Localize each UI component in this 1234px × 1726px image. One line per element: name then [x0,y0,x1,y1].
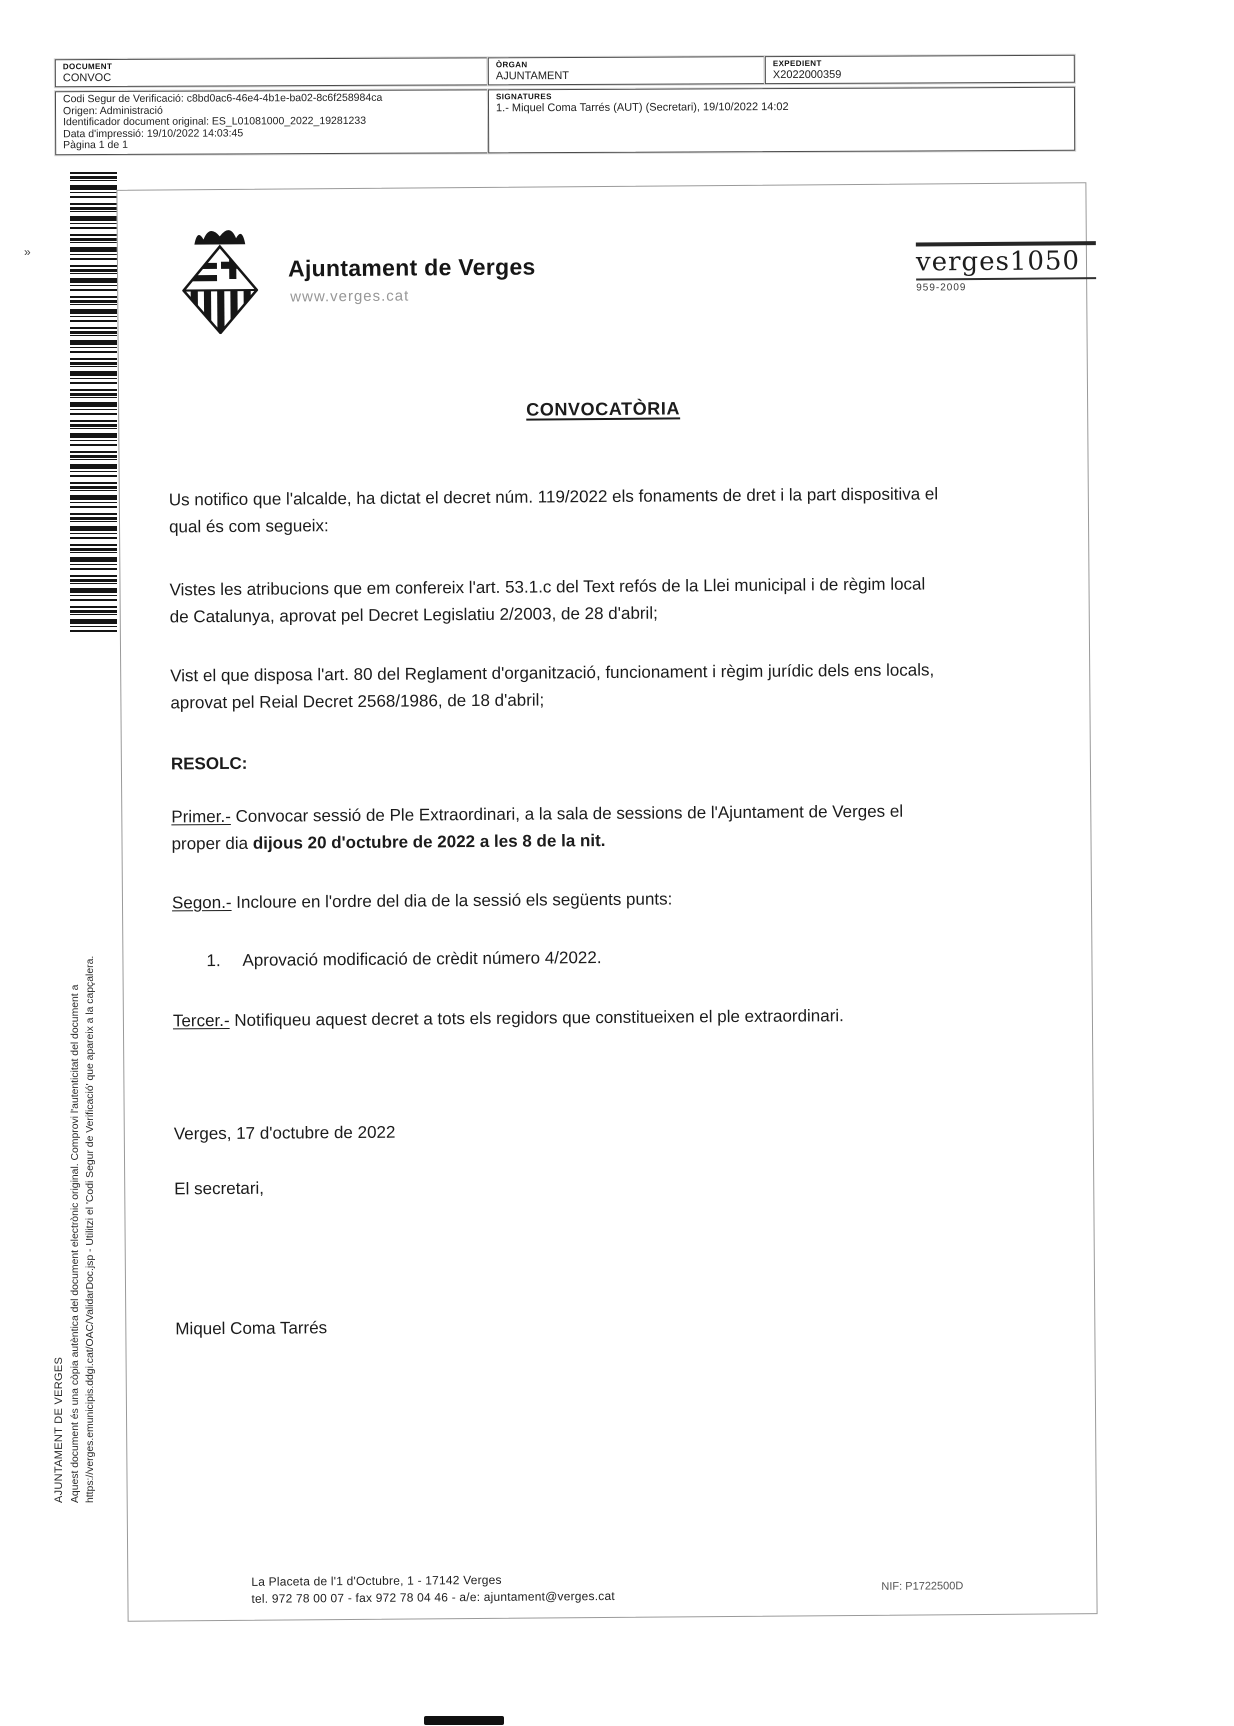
paragraph-line: qual és com segueix: [168,516,329,537]
scan-artifact-mark: » [24,245,31,259]
anniversary-wordmark: verges1050 [916,246,1096,280]
letterhead-website: www.verges.cat [290,287,410,306]
print-date-line: Data d'impressió: 19/10/2022 14:03:45 [63,127,244,140]
letterhead-org-name: Ajuntament de Verges [287,253,536,282]
primer-line2-plain: proper dia [171,833,253,854]
signatures-label: SIGNATURES [495,92,552,102]
segon-label: Segon.- [171,892,232,913]
primer-line2 [171,823,1053,857]
header-cell-signatures [488,87,1075,154]
paragraph-line: Us notifico que l'alcalde, ha dictat el decret núm. 119/2022 els fonaments de dret i la part dispositiva el [168,484,939,510]
organ-value: AJUNTAMENT [495,69,570,83]
document-value: CONVOC [62,71,112,85]
signer-role: El secretari, [174,1178,265,1199]
paragraph-notification [169,480,1051,541]
agenda-item-text: Aprovació modificació de crèdit número 4/2022. [242,948,602,970]
anniversary-caption: 959-2009 [916,282,967,294]
footer-address: La Placeta de l'1 d'Octubre, 1 - 17142 Verges [251,1572,502,1589]
paragraph-line: aprovat pel Reial Decret 2568/1986, de 18 d'abril; [170,690,545,713]
sidebar-validation-url-line: https://verges.emunicipis.ddgi.cat/OAC/ValidarDoc.jsp - Utilitzi el 'Codi Segur de Verificació' que apareix a la capçalera. [85,955,97,1503]
tercer-label: Tercer.- [172,1010,230,1031]
signer-name: Miquel Coma Tarrés [175,1318,328,1339]
document-header-table [55,55,1075,155]
paragraph-regulation [170,655,1052,716]
coat-of-arms-icon [182,218,259,335]
header-cell-document [55,57,488,87]
sidebar-authenticity-line: Aquest document és una còpia autèntica del document electrònic original. Comprovi l'autenticitat del document a [69,984,81,1503]
paragraph-line: Vist el que disposa l'art. 80 del Reglament d'organització, funcionament i règim jurídic dels ens locals, [170,660,935,686]
primer-label: Primer.- [171,806,231,827]
agenda-item [172,940,1054,974]
header-row-2 [55,87,1075,155]
footer-contact: tel. 972 78 00 07 - fax 972 78 04 46 - a/e: ajuntament@verges.cat [251,1588,615,1606]
tercer-text: Notifiqueu aquest decret a tots els regidors que constitueixen el ple extraordinari. [229,1006,844,1030]
verification-code-line: Codi Segur de Verificació: c8bd0ac6-46e4-4b1e-ba02-8c6f258984ca [62,91,383,106]
document-label: DOCUMENT [62,61,113,72]
paragraph-attributions [169,569,1051,630]
sidebar-org-name: AJUNTAMENT DE VERGES [53,1356,65,1503]
organ-label: ÒRGAN [495,60,528,70]
title-row [119,395,1087,424]
anniversary-logo [916,241,1096,293]
origin-line: Origen: Administració [62,104,163,117]
header-cell-expedient [765,55,1075,84]
barcode [70,172,117,632]
header-row-1 [55,55,1075,87]
date-line: Verges, 17 d'octubre de 2022 [173,1122,396,1144]
segon-text: Incloure en l'ordre del dia de la sessió els següents punts: [231,889,673,912]
validation-note-vertical [52,891,99,1503]
resolc-heading: RESOLC: [170,753,248,774]
paragraph-primer [171,796,1053,857]
page-title: CONVOCATÒRIA [526,398,681,420]
agenda-item-number: 1. [206,951,221,971]
header-cell-verification [55,89,488,155]
page-number-line: Pàgina 1 de 1 [63,139,129,152]
expedient-label: EXPEDIENT [772,58,822,69]
signatures-value: 1.- Miquel Coma Tarrés (AUT) (Secretari), 19/10/2022 14:02 [495,101,789,115]
paragraph-line: de Catalunya, aprovat pel Decret Legislatiu 2/2003, de 28 d'abril; [169,603,658,627]
paragraph-tercer [173,1000,1055,1034]
paragraph-segon [172,882,1054,916]
paragraph-line: Vistes les atribucions que em confereix l'art. 53.1.c del Text refós de la Llei municipal i de règim local [169,574,926,600]
document-body-frame [116,182,1097,1622]
expedient-value: X2022000359 [772,68,842,82]
scan-artifact [424,1716,504,1725]
footer-nif: NIF: P1722500D [881,1580,964,1593]
footer-address-block [251,1571,615,1608]
primer-text: Convocar sessió de Ple Extraordinari, a la sala de sessions de l'Ajuntament de Verges el [230,801,904,826]
original-id-line: Identificador document original: ES_L01081000_2022_19281233 [63,115,367,129]
header-cell-organ [488,56,765,85]
primer-line2-bold: dijous 20 d'octubre de 2022 a les 8 de la nit. [252,831,606,853]
